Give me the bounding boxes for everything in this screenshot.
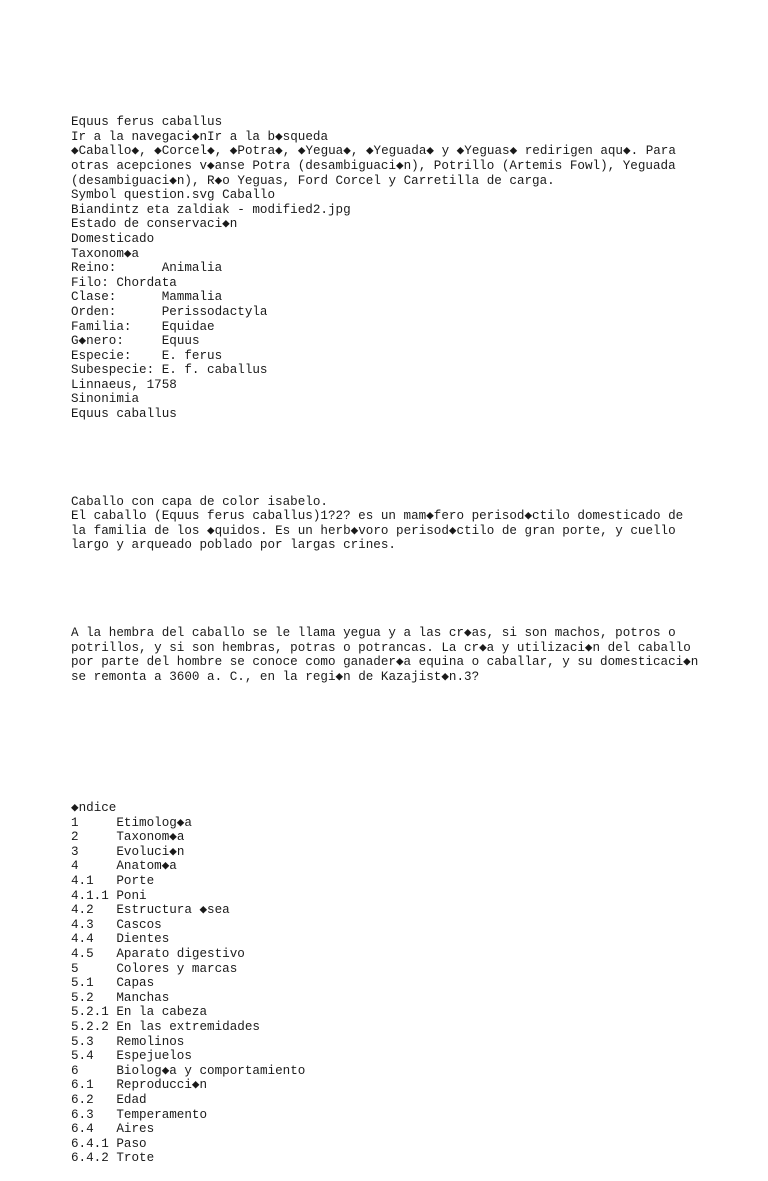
- text-line: Domesticado: [71, 231, 155, 246]
- toc-entry: 6.4.2 Trote: [71, 1151, 155, 1166]
- toc-entry: 6.1 Reproducci◆n: [71, 1078, 208, 1093]
- toc-entry: 6 Biolog◆a y comportamiento: [71, 1063, 306, 1078]
- document-page: [71, 86, 731, 1181]
- text-line: otras acepciones v◆anse Potra (desambiguaci◆n), Potrillo (Artemis Fowl), Yeguada: [71, 158, 676, 173]
- text-line: Biandintz eta zaldiak - modified2.jpg: [71, 202, 351, 217]
- blank-line: [71, 757, 731, 772]
- toc-entry: 5.2.2 En las extremidades: [71, 1020, 260, 1034]
- second-paragraph: [71, 626, 731, 684]
- toc-entry: 4.3 Cascos: [71, 917, 162, 932]
- toc-entry: 1 Etimolog◆a: [71, 815, 192, 830]
- text-line: Linnaeus, 1758: [71, 377, 177, 392]
- toc-entry: ◆ndice: [71, 801, 117, 816]
- blank-line: [71, 451, 731, 466]
- text-line: Reino: Animalia: [71, 261, 223, 276]
- toc-entry: 5.4 Espejuelos: [71, 1049, 192, 1064]
- table-of-contents: [71, 801, 731, 1166]
- intro-paragraph: [71, 495, 731, 553]
- toc-entry: 5.3 Remolinos: [71, 1034, 185, 1049]
- toc-entry: 3 Evoluci◆n: [71, 844, 185, 859]
- text-line: A la hembra del caballo se le llama yegua y a las cr◆as, si son machos, potros o: [71, 625, 676, 640]
- text-line: Sinonimia: [71, 392, 140, 407]
- toc-entry: 4 Anatom◆a: [71, 859, 177, 874]
- toc-entry: 6.3 Temperamento: [71, 1107, 208, 1122]
- text-line: Estado de conservaci◆n: [71, 217, 238, 232]
- text-line: ◆Caballo◆, ◆Corcel◆, ◆Potra◆, ◆Yegua◆, ◆Yeguada◆ y ◆Yeguas◆ redirigen aqu◆. Para: [71, 144, 676, 159]
- toc-entry: 5.1 Capas: [71, 976, 155, 991]
- text-line: El caballo (Equus ferus caballus)1?2? es un mam◆fero perisod◆ctilo domesticado de: [71, 509, 684, 524]
- infobox-text: [71, 115, 731, 421]
- toc-entry: 6.4 Aires: [71, 1122, 155, 1137]
- text-line: Subespecie: E. f. caballus: [71, 363, 268, 378]
- text-line: Clase: Mammalia: [71, 290, 223, 305]
- text-line: Symbol question.svg Caballo: [71, 188, 276, 203]
- toc-entry: 4.4 Dientes: [71, 932, 170, 947]
- toc-entry: 2 Taxonom◆a: [71, 830, 185, 845]
- text-line: (desambiguaci◆n), R◆o Yeguas, Ford Corcel y Carretilla de carga.: [71, 173, 555, 188]
- text-line: Familia: Equidae: [71, 319, 215, 334]
- text-line: potrillos, y si son hembras, potras o potrancas. La cr◆a y utilizaci◆n del caballo: [71, 640, 691, 655]
- text-line: Caballo con capa de color isabelo.: [71, 494, 328, 509]
- text-line: se remonta a 3600 a. C., en la regi◆n de Kazajist◆n.3?: [71, 669, 480, 684]
- toc-entry: 6.4.1 Paso: [71, 1136, 147, 1151]
- text-line: por parte del hombre se conoce como ganader◆a equina o caballar, y su domesticaci◆n: [71, 655, 699, 670]
- text-line: Taxonom◆a: [71, 246, 140, 261]
- toc-entry: 5.2.1 En la cabeza: [71, 1005, 208, 1020]
- text-line: Especie: E. ferus: [71, 348, 223, 363]
- blank-line: [71, 582, 731, 597]
- toc-entry: 4.5 Aparato digestivo: [71, 947, 245, 962]
- text-line: la familia de los ◆quidos. Es un herb◆voro perisod◆ctilo de gran porte, y cuello: [71, 523, 676, 538]
- text-line: Equus ferus caballus: [71, 115, 223, 130]
- toc-entry: 4.2 Estructura ◆sea: [71, 903, 230, 918]
- text-line: G◆nero: Equus: [71, 334, 200, 349]
- text-line: Filo: Chordata: [71, 275, 177, 290]
- toc-entry: 4.1.1 Poni: [71, 888, 147, 903]
- text-line: Equus caballus: [71, 407, 177, 422]
- text-line: Ir a la navegaci◆nIr a la b◆squeda: [71, 129, 329, 144]
- toc-entry: 5.2 Manchas: [71, 990, 170, 1005]
- toc-entry: 4.1 Porte: [71, 874, 155, 889]
- blank-line: [71, 714, 731, 729]
- toc-entry: 5 Colores y marcas: [71, 961, 238, 976]
- text-line: largo y arqueado poblado por largas crines.: [71, 538, 396, 553]
- toc-entry: 6.2 Edad: [71, 1092, 147, 1107]
- text-line: Orden: Perissodactyla: [71, 304, 268, 319]
